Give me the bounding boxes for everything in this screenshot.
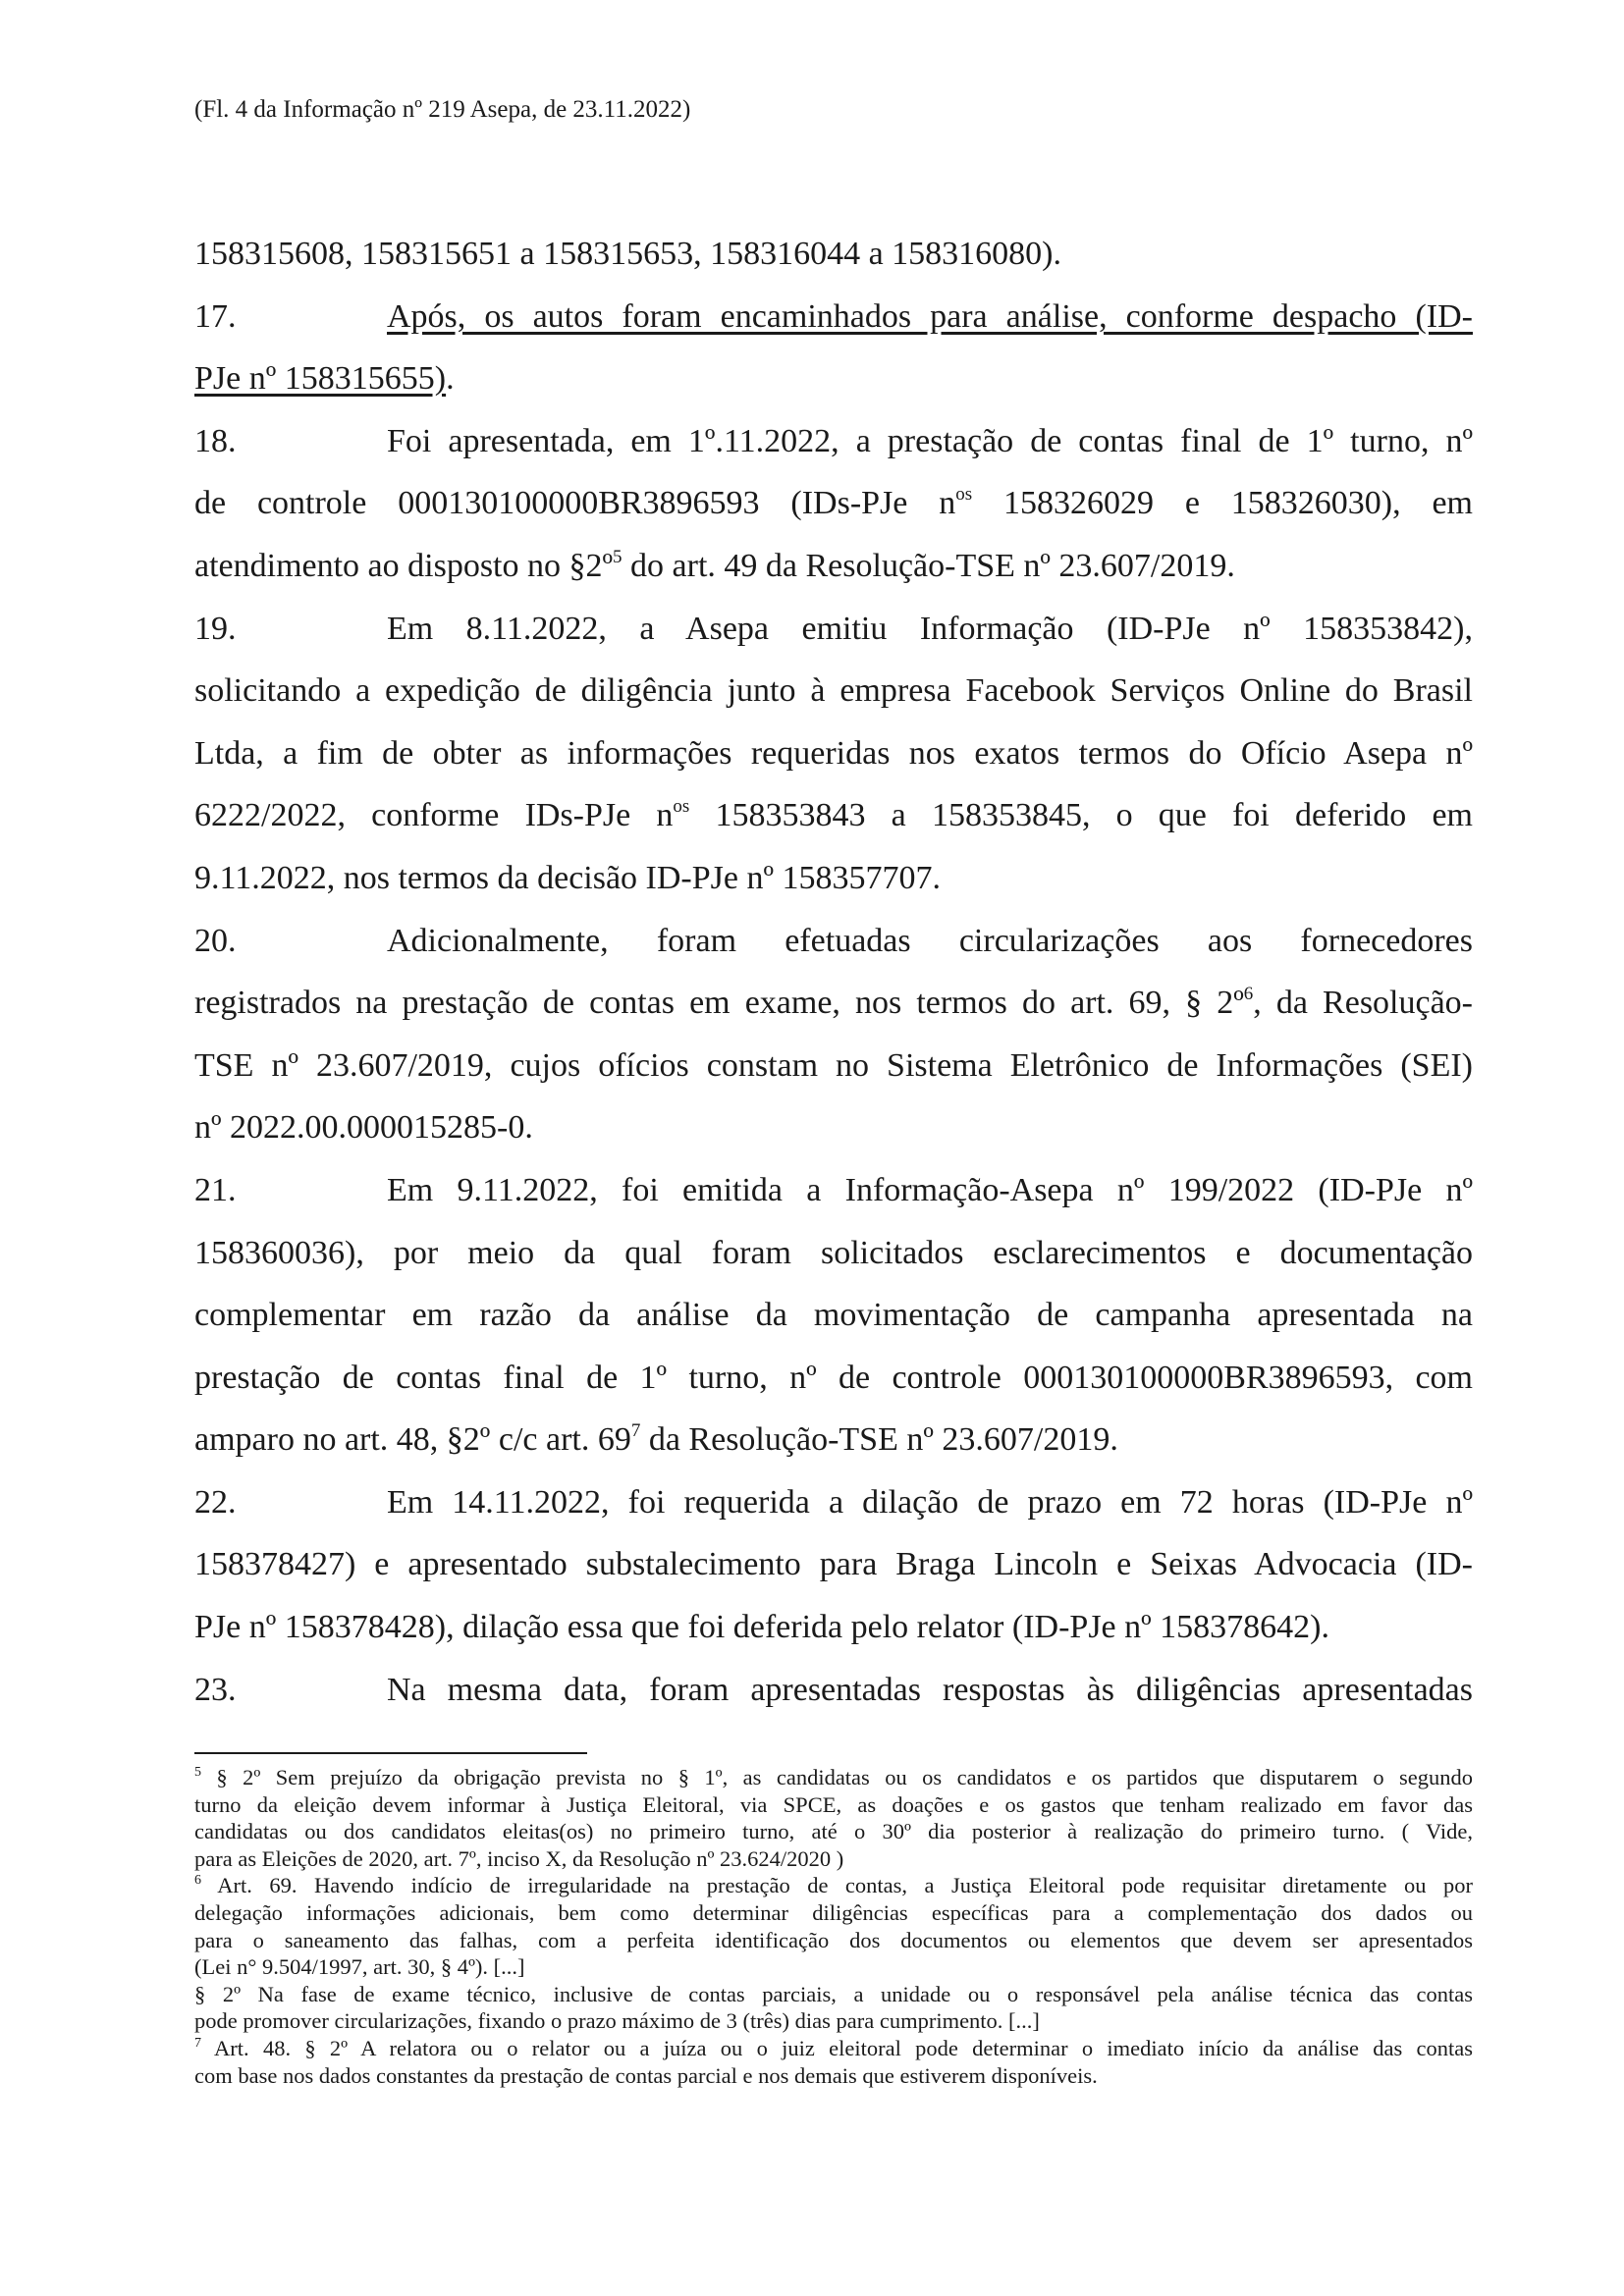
footnote-mark: 7 — [194, 2035, 201, 2051]
paragraph-22-line: 158378427) e apresentado substalecimento para Braga Lincoln e Seixas Advocacia (ID- — [194, 1546, 1473, 1583]
superscript: os — [673, 796, 690, 818]
text-fragment: 158326029 e 158326030), em — [972, 485, 1473, 522]
footnotes — [194, 1764, 1473, 2089]
paragraph-21-line: prestação de contas final de 1º turno, nº de controle 000130100000BR3896593, com — [194, 1359, 1473, 1396]
paragraph-19-line — [194, 598, 1473, 661]
footnote-reference[interactable]: 7 — [630, 1420, 641, 1442]
paragraph-19-line — [194, 784, 1473, 847]
text-fragment: Adicionalmente, foram efetuadas circularizações aos fornecedores — [387, 922, 1473, 959]
paragraph-21-line: 158360036), por meio da qual foram solicitados esclarecimentos e documentação — [194, 1234, 1473, 1271]
paragraph-19-line: 9.11.2022, nos termos da decisão ID-PJe nº 158357707. — [194, 859, 942, 896]
paragraph-18-line — [194, 410, 1473, 473]
footnote-reference[interactable]: 6 — [1243, 984, 1254, 1005]
paragraph-number: 21. — [194, 1171, 237, 1208]
paragraph-19-line: Ltda, a fim de obter as informações requeridas nos exatos termos do Ofício Asepa nº — [194, 734, 1473, 772]
paragraph-number: 18. — [194, 422, 237, 459]
footnote-mark: 5 — [194, 1765, 201, 1780]
text-fragment: registrados na prestação de contas em exame, nos termos do art. 69, § 2º — [194, 985, 1244, 1022]
footnote-6-line: para o saneamento das falhas, com a perfeita identificação dos documentos ou elementos que devem ser apresentados — [194, 1927, 1473, 1952]
paragraph-number: 22. — [194, 1483, 237, 1521]
body-line: 158315608, 158315651 a 158315653, 158316044 a 158316080). — [194, 236, 1062, 272]
footnote-7-line — [194, 2035, 1473, 2062]
footnote-6-line — [194, 1872, 1473, 1899]
paragraph-17-line — [194, 286, 1473, 348]
footnote-5-line — [194, 1764, 1473, 1791]
underlined-text: PJe nº 158315655) — [194, 360, 447, 398]
text-fragment: . — [446, 360, 455, 398]
paragraph-number: 19. — [194, 610, 237, 647]
footnote-5-line: candidatas ou dos candidatos eleitas(os) no primeiro turno, até o 30º dia posterior à realização do primeiro turno. ( Vide, — [194, 1819, 1473, 1844]
paragraph-17-line — [194, 347, 1473, 410]
paragraph-22-line: PJe nº 158378428), dilação essa que foi deferida pelo relator (ID-PJe nº 158378642). — [194, 1609, 1329, 1646]
paragraph-number: 23. — [194, 1671, 237, 1708]
paragraph-21-line — [194, 1409, 1473, 1471]
page-header: (Fl. 4 da Informação nº 219 Asepa, de 23.11.2022) — [194, 96, 691, 123]
text-fragment: amparo no art. 48, §2º c/c art. 69 — [194, 1421, 631, 1459]
paragraph-22-line — [194, 1471, 1473, 1534]
text-fragment: Foi apresentada, em 1º.11.2022, a prestação de contas final de 1º turno, nº — [387, 422, 1473, 459]
text-fragment: Art. 48. § 2º A relatora ou o relator ou a juíza ou o juiz eleitoral pode determinar o imediato início da análise das contas — [201, 2035, 1473, 2060]
underlined-text: Após, os autos foram encaminhados para análise, conforme despacho (ID- — [387, 297, 1473, 335]
paragraph-20-line — [194, 910, 1473, 973]
paragraph-number: 20. — [194, 922, 237, 959]
paragraph-18-line — [194, 535, 1473, 598]
paragraph-20-line: nº 2022.00.000015285-0. — [194, 1109, 533, 1147]
footnote-5-line: turno da eleição devem informar à Justiça Eleitoral, via SPCE, as doações e os gastos que tenham realizado em favor das — [194, 1791, 1473, 1817]
footnote-7-line: com base nos dados constantes da prestação de contas parcial e nos demais que estiverem disponíveis. — [194, 2062, 1098, 2088]
paragraph-21-line — [194, 1159, 1473, 1222]
footnote-6-line: (Lei n° 9.504/1997, art. 30, § 4º). [...] — [194, 1954, 525, 1980]
footnote-6-line: § 2º Na fase de exame técnico, inclusive de contas parciais, a unidade ou o responsável pela análise técnica das contas — [194, 1981, 1473, 2006]
text-fragment: de controle 000130100000BR3896593 (IDs-PJe n — [194, 485, 956, 522]
paragraph-number: 17. — [194, 297, 237, 335]
paragraph-19-line: solicitando a expedição de diligência junto à empresa Facebook Serviços Online do Brasil — [194, 672, 1473, 710]
text-fragment: Na mesma data, foram apresentadas respostas às diligências apresentadas — [387, 1671, 1473, 1708]
footnote-5-line: para as Eleições de 2020, art. 7º, inciso X, da Resolução nº 23.624/2020 ) — [194, 1845, 844, 1871]
footnote-separator — [194, 1752, 587, 1754]
text-fragment: Art. 69. Havendo indício de irregularidade na prestação de contas, a Justiça Eleitoral pode requisitar diretamente ou por — [201, 1873, 1473, 1898]
paragraph-18-line — [194, 472, 1473, 535]
superscript: os — [955, 484, 973, 506]
footnote-reference[interactable]: 5 — [613, 546, 623, 567]
text-fragment: Em 8.11.2022, a Asepa emitiu Informação (ID-PJe nº 158353842), — [387, 610, 1473, 647]
paragraph-20-line — [194, 972, 1473, 1035]
footnote-6-line: pode promover circularizações, fixando o prazo máximo de 3 (três) dias para cumprimento. [...] — [194, 2008, 1040, 2034]
text-fragment: 6222/2022, conforme IDs-PJe n — [194, 797, 674, 834]
text-fragment: do art. 49 da Resolução-TSE nº 23.607/2019. — [622, 547, 1235, 584]
document-body — [194, 223, 1473, 1721]
text-fragment: , da Resolução- — [1253, 985, 1473, 1022]
text-fragment: da Resolução-TSE nº 23.607/2019. — [640, 1421, 1118, 1459]
text-fragment: § 2º Sem prejuízo da obrigação prevista no § 1º, as candidatas ou os candidatos e os partidos que disputarem o segundo — [201, 1765, 1473, 1789]
text-fragment: Em 9.11.2022, foi emitida a Informação-Asepa nº 199/2022 (ID-PJe nº — [387, 1171, 1473, 1208]
paragraph-23-line — [194, 1659, 1473, 1722]
text-fragment: atendimento ao disposto no §2º — [194, 547, 614, 584]
paragraph-20-line: TSE nº 23.607/2019, cujos ofícios constam no Sistema Eletrônico de Informações (SEI) — [194, 1046, 1473, 1084]
paragraph-21-line: complementar em razão da análise da movimentação de campanha apresentada na — [194, 1297, 1473, 1334]
text-fragment: 158353843 a 158353845, o que foi deferido em — [689, 797, 1473, 834]
text-fragment: Em 14.11.2022, foi requerida a dilação de prazo em 72 horas (ID-PJe nº — [387, 1483, 1473, 1521]
footnote-mark: 6 — [194, 1873, 201, 1889]
footnote-6-line: delegação informações adicionais, bem como determinar diligências específicas para a complementação dos dados ou — [194, 1899, 1473, 1925]
